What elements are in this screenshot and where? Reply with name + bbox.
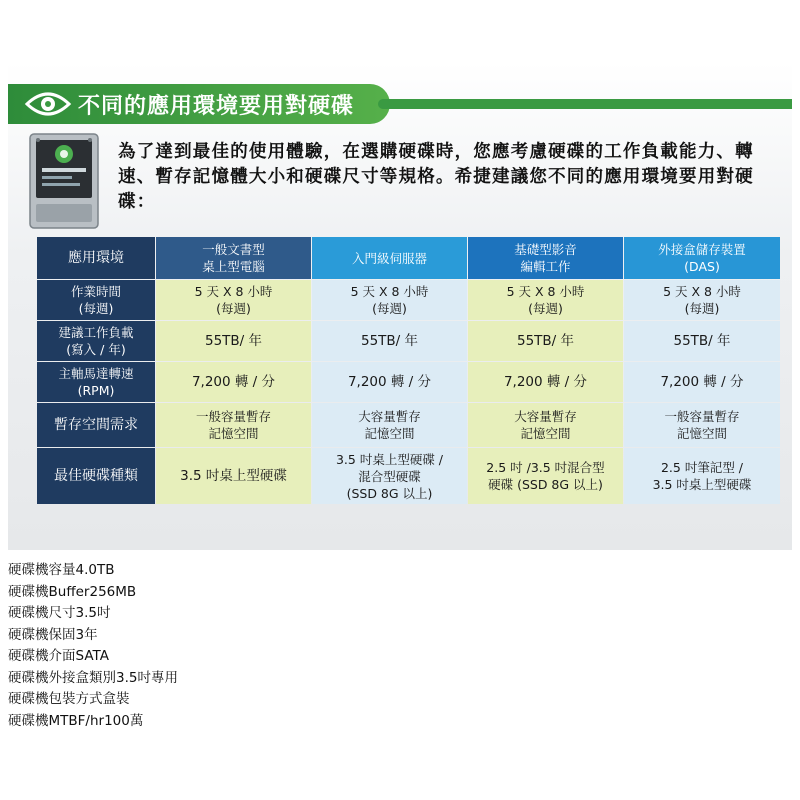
table-cell: 3.5 吋桌上型硬碟 — [156, 448, 311, 504]
spec-item: 硬碟機MTBF/hr100萬 — [8, 712, 144, 729]
spec-item: 硬碟機Buffer256MB — [8, 583, 137, 600]
table-row — [37, 403, 780, 447]
spec-item: 硬碟機外接盒類別3.5吋專用 — [8, 669, 178, 686]
table-row — [37, 280, 780, 320]
eye-icon — [24, 90, 72, 118]
table-cell: 7,200 轉 / 分 — [468, 362, 623, 402]
spec-item: 硬碟機保固3年 — [8, 626, 98, 643]
section-header — [8, 84, 792, 124]
table-header-row — [37, 237, 780, 279]
table-cell: 一般容量暫存 記憶空間 — [624, 403, 780, 447]
table-cell: 5 天 X 8 小時 (每週) — [624, 280, 780, 320]
table-cell: 7,200 轉 / 分 — [312, 362, 467, 402]
intro-paragraph: 為了達到最佳的使用體驗，在選購硬碟時，您應考慮硬碟的工作負載能力、轉速、暫存記憶體大小和硬碟尺寸等規格。希捷建議您不同的應用環境要用對硬碟： — [118, 142, 754, 212]
spec-item: 硬碟機包裝方式盒裝 — [8, 691, 130, 707]
table-cell: 7,200 轉 / 分 — [624, 362, 780, 402]
table-cell: 5 天 X 8 小時 (每週) — [468, 280, 623, 320]
table-cell: 55TB/ 年 — [624, 321, 780, 361]
table-cell: 2.5 吋 /3.5 吋混合型 硬碟 (SSD 8G 以上) — [468, 448, 623, 504]
row-header: 主軸馬達轉速 (RPM) — [37, 362, 155, 402]
table-row — [37, 448, 780, 504]
column-header: 外接盒儲存裝置 (DAS) — [624, 237, 780, 279]
table-cell: 55TB/ 年 — [156, 321, 311, 361]
table-cell: 55TB/ 年 — [468, 321, 623, 361]
column-header: 一般文書型 桌上型電腦 — [156, 237, 311, 279]
row-header: 最佳硬碟種類 — [37, 448, 155, 504]
table-cell: 一般容量暫存 記憶空間 — [156, 403, 311, 447]
row-header: 建議工作負載 (寫入 / 年) — [37, 321, 155, 361]
table-row — [37, 321, 780, 361]
table-cell: 55TB/ 年 — [312, 321, 467, 361]
table-corner-header: 應用環境 — [37, 237, 155, 279]
table-cell: 7,200 轉 / 分 — [156, 362, 311, 402]
spec-item: 硬碟機介面SATA — [8, 648, 109, 664]
spec-list — [8, 560, 178, 732]
hard-drive-image — [28, 132, 100, 230]
table-cell: 大容量暫存 記憶空間 — [312, 403, 467, 447]
table-row — [37, 362, 780, 402]
column-header: 基礎型影音 編輯工作 — [468, 237, 623, 279]
column-header: 入門級伺服器 — [312, 237, 467, 279]
header-title: 不同的應用環境要用對硬碟 — [78, 94, 355, 119]
table-cell: 2.5 吋筆記型 / 3.5 吋桌上型硬碟 — [624, 448, 780, 504]
row-header: 暫存空間需求 — [37, 403, 155, 447]
header-line — [378, 99, 792, 109]
spec-item: 硬碟機容量4.0TB — [8, 562, 115, 578]
application-spec-table — [36, 236, 781, 505]
header-pill — [8, 84, 390, 124]
row-header: 作業時間 (每週) — [37, 280, 155, 320]
table-cell: 大容量暫存 記憶空間 — [468, 403, 623, 447]
spec-item: 硬碟機尺寸3.5吋 — [8, 605, 111, 621]
table-cell: 3.5 吋桌上型硬碟 / 混合型硬碟 (SSD 8G 以上) — [312, 448, 467, 504]
table-cell: 5 天 X 8 小時 (每週) — [156, 280, 311, 320]
table-cell: 5 天 X 8 小時 (每週) — [312, 280, 467, 320]
